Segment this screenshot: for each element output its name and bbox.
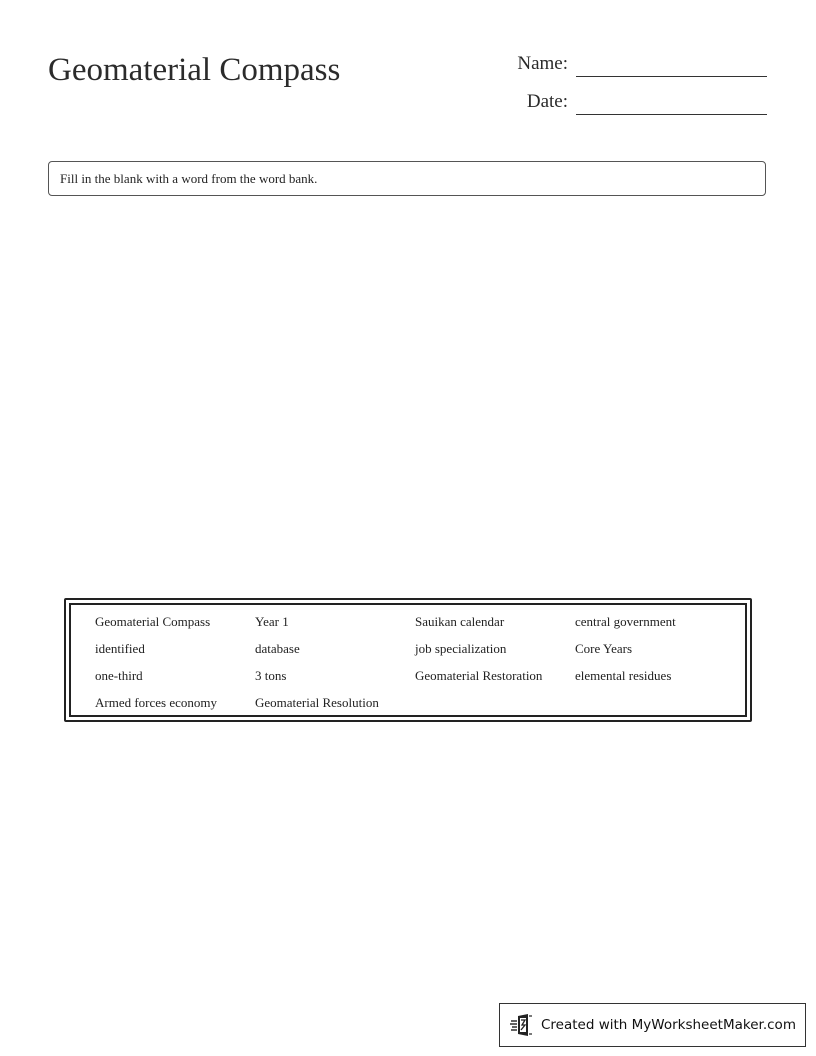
footer-badge[interactable] <box>499 1003 806 1047</box>
word-bank-item: Year 1 <box>255 614 289 629</box>
word-bank-item: database <box>255 641 300 656</box>
word-bank-item: Geomaterial Restoration <box>415 668 543 683</box>
instructions-box: Fill in the blank with a word from the word bank. <box>48 161 766 196</box>
word-bank-item: Geomaterial Compass <box>95 614 211 629</box>
word-bank-grid <box>95 613 745 721</box>
word-bank-item: Sauikan calendar <box>415 614 505 629</box>
name-blank-line[interactable] <box>576 76 767 77</box>
word-bank-item: Geomaterial Resolution <box>255 695 379 710</box>
word-bank-item: central government <box>575 614 676 629</box>
word-bank-item: 3 tons <box>255 668 287 683</box>
word-bank-inner-frame <box>69 603 747 717</box>
name-label: Name: <box>517 53 568 74</box>
word-bank-item: elemental residues <box>575 668 672 683</box>
word-bank-item: Core Years <box>575 641 633 656</box>
word-bank-item: identified <box>95 641 145 656</box>
name-field-row <box>470 50 770 80</box>
date-blank-line[interactable] <box>576 114 767 115</box>
word-bank-item: Armed forces economy <box>95 695 218 710</box>
word-bank-item: job specialization <box>415 641 507 656</box>
worksheet-maker-logo-icon <box>510 1013 534 1037</box>
worksheet-title: Geomaterial Compass <box>48 52 341 88</box>
date-label: Date: <box>526 91 568 112</box>
footer-credit-text: Created with MyWorksheetMaker.com <box>541 1017 796 1033</box>
word-bank-item: one-third <box>95 668 143 683</box>
word-bank <box>64 598 752 722</box>
date-field-row <box>470 88 770 118</box>
